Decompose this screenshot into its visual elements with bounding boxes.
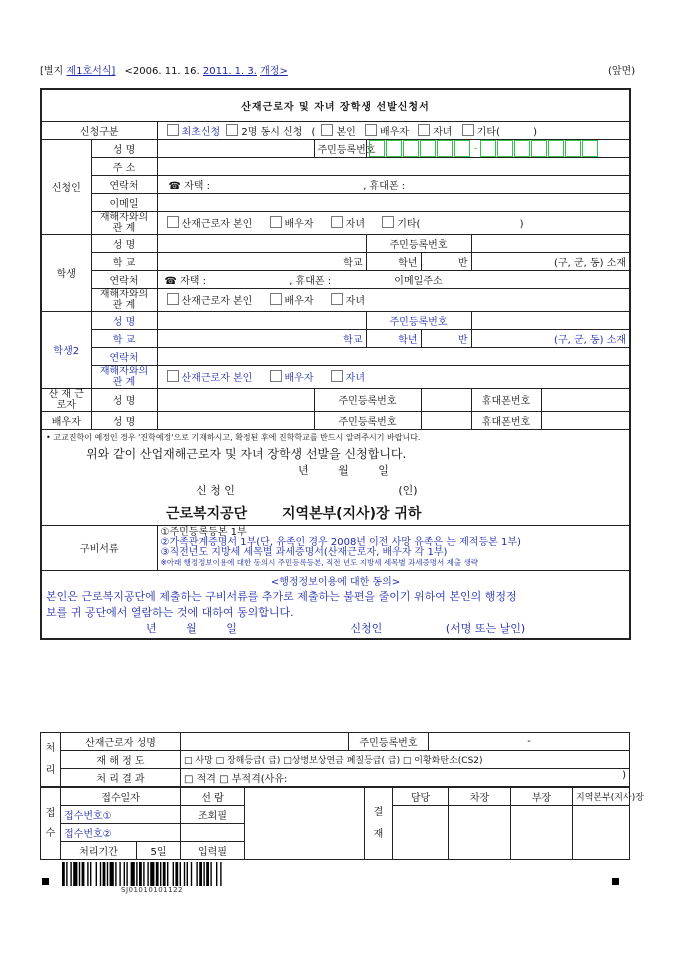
applicant-email-field[interactable] bbox=[157, 193, 630, 211]
spouse-mobile-label: 휴대폰번호 bbox=[471, 411, 541, 429]
student-rrn-label: 주민등록번호 bbox=[366, 234, 471, 252]
approval-col-staff: 담당 bbox=[393, 788, 449, 806]
student2-rel-self-checkbox[interactable] bbox=[167, 370, 179, 382]
declaration-date: 년 월 일 bbox=[298, 463, 389, 477]
student2-rel-spouse-checkbox[interactable] bbox=[270, 370, 282, 382]
student2-school-field[interactable]: 학교 bbox=[157, 329, 366, 347]
student-contact-label: 연락처 bbox=[91, 270, 157, 288]
first-application-label: 최초신청 bbox=[181, 126, 221, 138]
header-date: <2006. 11. 16. bbox=[124, 66, 200, 77]
category-options: 최초신청 2명 동시 신청 ( 본인 배우자 자녀 기타( ) bbox=[157, 121, 630, 139]
barcode-bar bbox=[107, 862, 108, 886]
barcode-bar bbox=[103, 862, 106, 886]
barcode-bar bbox=[175, 862, 178, 886]
receipt-number-1[interactable]: 접수번호① bbox=[61, 806, 181, 824]
applicant-contact-label: 연락처 bbox=[91, 175, 157, 193]
student2-grade-field[interactable]: 학년 bbox=[366, 329, 421, 347]
student2-class-field[interactable]: 반 bbox=[421, 329, 471, 347]
declaration-statement: 위와 같이 산업재해근로자 및 자녀 장학생 선발을 신청합니다. bbox=[86, 446, 407, 461]
barcode-bar bbox=[62, 862, 65, 886]
header-prefix: [별지 bbox=[40, 66, 64, 77]
declaration-signer: 신 청 인 (인) bbox=[196, 483, 418, 497]
student-rel-child-checkbox[interactable] bbox=[331, 293, 343, 305]
spouse-name-label: 성 명 bbox=[91, 411, 157, 429]
applicant-address-label: 주 소 bbox=[91, 157, 157, 175]
barcode-bar bbox=[115, 862, 116, 886]
processing-disability-options[interactable]: □ 사망 □ 장해등급( 급) □상병보상연금 폐질등급( 급) □ 이황화탄소(CS2) bbox=[181, 751, 630, 769]
approval-col-deputy: 차장 bbox=[449, 788, 511, 806]
student2-rrn-label: 주민등록번호 bbox=[366, 311, 471, 329]
receipt-side-label: 접 수 bbox=[41, 788, 61, 860]
barcode-bar bbox=[191, 862, 192, 886]
barcode-bar bbox=[184, 862, 185, 886]
student-school-label: 학 교 bbox=[91, 252, 157, 270]
barcode-text: SJ01010101122 bbox=[118, 886, 186, 894]
approval-manager-field[interactable] bbox=[511, 806, 573, 860]
student-grade-field[interactable]: 학년 bbox=[366, 252, 421, 270]
processing-rrn-label: 주민등록번호 bbox=[349, 733, 429, 751]
documents-label: 구비서류 bbox=[41, 525, 157, 570]
student2-relation-options: 산재근로자 본인 배우자 자녀 bbox=[157, 365, 630, 388]
spouse-name-field[interactable] bbox=[157, 411, 314, 429]
barcode-bar bbox=[70, 862, 71, 886]
approval-col-manager: 부장 bbox=[511, 788, 573, 806]
barcode-bar bbox=[131, 862, 135, 886]
worker-name-field[interactable] bbox=[157, 388, 314, 411]
processing-result-options[interactable]: □ 적격 □ 부적격(사유: ) bbox=[181, 769, 630, 787]
barcode-bar bbox=[110, 862, 114, 886]
barcode-bar bbox=[187, 862, 188, 886]
processing-disability-label: 재 해 정 도 bbox=[61, 751, 181, 769]
spouse-rrn-field[interactable] bbox=[421, 411, 471, 429]
applicant-relation-label: 재해자와의 관 계 bbox=[91, 211, 157, 234]
student2-name-label: 성 명 bbox=[91, 311, 157, 329]
student-name-label: 성 명 bbox=[91, 234, 157, 252]
barcode-bar bbox=[180, 862, 181, 886]
applicant-name-field[interactable] bbox=[157, 139, 314, 157]
student-contact-field[interactable]: ☎ 자택 : , 휴대폰 : 이메일주소 bbox=[157, 270, 630, 288]
barcode-bar bbox=[96, 862, 97, 886]
form-header bbox=[40, 62, 288, 77]
category-child-checkbox[interactable] bbox=[418, 124, 430, 136]
processing-worker-field[interactable] bbox=[181, 733, 349, 751]
processing-period-value: 5일 bbox=[137, 842, 181, 860]
registration-mark-right bbox=[612, 878, 619, 885]
barcode-bar bbox=[163, 862, 166, 886]
applicant-rrn-boxes[interactable]: - bbox=[366, 139, 630, 157]
barcode-bar bbox=[160, 862, 161, 886]
barcode-bar bbox=[126, 862, 127, 886]
barcode-bar bbox=[139, 862, 142, 886]
seal-mark: (인) bbox=[398, 483, 418, 497]
worker-mobile-field[interactable] bbox=[541, 388, 630, 411]
processing-rrn-field[interactable]: - bbox=[429, 733, 630, 751]
worker-section-label: 산 재 근로자 bbox=[41, 388, 91, 411]
applicant-rrn-label: 주민등록번호 bbox=[314, 139, 366, 157]
page-side-label: (앞면) bbox=[608, 66, 636, 77]
applicant-section-label: 신청인 bbox=[41, 139, 91, 234]
barcode-bar bbox=[173, 862, 174, 886]
barcode-bar bbox=[66, 862, 67, 886]
processing-side-label: 처 리 bbox=[41, 733, 61, 787]
receipt-date-label: 접수일자 bbox=[61, 788, 181, 806]
check-label: 조회필 bbox=[181, 806, 245, 824]
applicant-address-field[interactable] bbox=[157, 157, 630, 175]
category-label: 신청구분 bbox=[41, 121, 157, 139]
student2-location: (구, 군, 동) 소재 bbox=[471, 329, 630, 347]
barcode-bar bbox=[220, 862, 221, 886]
barcode-bar bbox=[136, 862, 137, 886]
barcode-bar bbox=[124, 862, 125, 886]
receipt-table bbox=[40, 787, 644, 860]
applicant-contact-field[interactable]: ☎ 자택 : , 휴대폰 : bbox=[157, 175, 630, 193]
barcode-bar bbox=[79, 862, 80, 886]
applicant-rel-other-checkbox[interactable] bbox=[382, 216, 394, 228]
worker-mobile-label: 휴대폰번호 bbox=[471, 388, 541, 411]
application-form bbox=[40, 88, 631, 640]
approval-director-field[interactable] bbox=[573, 806, 630, 860]
consent-block: <행정정보이용에 대한 동의> 본인은 근로복지공단에 제출하는 구비서류를 추가로 제출하는 불편을 줄이기 위하여 본인의 행정정 보를 귀 공단에서 열람하는 것에 대하여 동의합니다. 년 월 일 신청인 (서명 또는 날인) bbox=[41, 570, 630, 639]
processing-worker-label: 산재근로자 성명 bbox=[61, 733, 181, 751]
student-relation-label: 재해자와의 관 계 bbox=[91, 288, 157, 311]
applicant-rel-spouse-checkbox[interactable] bbox=[270, 216, 282, 228]
revised-label: 개정> bbox=[260, 66, 288, 77]
applicant-email-label: 이메일 bbox=[91, 193, 157, 211]
barcode-bar bbox=[147, 862, 148, 886]
worker-name-label: 성 명 bbox=[91, 388, 157, 411]
applicant-relation-options: 산재근로자 본인 배우자 자녀 기타( ) bbox=[157, 211, 630, 234]
recipient: 근로복지공단 지역본부(지사)장 귀하 bbox=[166, 505, 422, 522]
form-number: 제1호서식] bbox=[66, 66, 116, 77]
barcode-bar bbox=[143, 862, 144, 886]
barcode-bar bbox=[90, 862, 91, 886]
form-title: 산재근로자 및 자녀 장학생 선발신청서 bbox=[41, 89, 630, 121]
two-person-checkbox[interactable] bbox=[226, 124, 238, 136]
barcode-bar bbox=[203, 862, 204, 886]
approval-staff-field[interactable] bbox=[393, 806, 449, 860]
barcode-bar bbox=[100, 862, 101, 886]
student2-school-label: 학 교 bbox=[91, 329, 157, 347]
student-rel-spouse-checkbox[interactable] bbox=[270, 293, 282, 305]
student2-contact-label: 연락처 bbox=[91, 347, 157, 365]
category-spouse-checkbox[interactable] bbox=[365, 124, 377, 136]
category-self-checkbox[interactable] bbox=[321, 124, 333, 136]
student2-section-label: 학생2 bbox=[41, 311, 91, 388]
registration-mark-left bbox=[42, 878, 49, 885]
applicant-name-label: 성 명 bbox=[91, 139, 157, 157]
student-class-field[interactable]: 반 bbox=[421, 252, 471, 270]
barcode-bar bbox=[210, 862, 211, 886]
barcode-bar bbox=[206, 862, 209, 886]
receipt-number-2[interactable]: 접수번호② bbox=[61, 824, 181, 842]
student-section-label: 학생 bbox=[41, 234, 91, 311]
student-rel-self-checkbox[interactable] bbox=[167, 293, 179, 305]
barcode-bar bbox=[87, 862, 88, 886]
student-rrn-field[interactable] bbox=[471, 234, 630, 252]
approval-label: 결 재 bbox=[365, 788, 393, 860]
student2-relation-label: 재해자와의 관 계 bbox=[91, 365, 157, 388]
spouse-rrn-label: 주민등록번호 bbox=[314, 411, 421, 429]
student2-name-field[interactable] bbox=[157, 311, 366, 329]
student-school-field[interactable]: 학교 bbox=[157, 252, 366, 270]
barcode-bar bbox=[82, 862, 85, 886]
declaration-note: • 고교진학이 예정인 경우 '진학예정'으로 기재하시고, 확정된 후에 진학학교를 반드시 알려주시기 바랍니다. bbox=[46, 432, 421, 442]
student2-rel-child-checkbox[interactable] bbox=[331, 370, 343, 382]
consent-title: <행정정보이용에 대한 동의> bbox=[270, 576, 401, 588]
review-label: 선 람 bbox=[181, 788, 245, 806]
student-location: (구, 군, 동) 소재 bbox=[471, 252, 630, 270]
student-relation-options: 산재근로자 본인 배우자 자녀 bbox=[157, 288, 630, 311]
barcode-bar bbox=[199, 862, 202, 886]
barcode-bar bbox=[216, 862, 217, 886]
applicant-rel-self-checkbox[interactable] bbox=[167, 216, 179, 228]
barcode-bar bbox=[150, 862, 154, 886]
processing-period-label: 처리기간 bbox=[61, 842, 137, 860]
spouse-mobile-field[interactable] bbox=[541, 411, 630, 429]
documents-list: ①주민등록등본 1부 ②가족관계증명서 1부(단, 유족인 경우 2008년 이전 사망 유족은 는 제적등본 1부) ③직전년도 지방세 세목별 과세증명서(산재근로자, 배우자 각 1부) ※아래 행정정보이용에 대한 동의시 주민등록등본, 직전 년도 지방세 세목별 과세증명서 제출 생략 bbox=[157, 525, 630, 570]
worker-rrn-label: 주민등록번호 bbox=[314, 388, 421, 411]
declaration-block bbox=[41, 429, 630, 525]
spouse-section-label: 배우자 bbox=[41, 411, 91, 429]
student2-rrn-field[interactable] bbox=[471, 311, 630, 329]
student-name-field[interactable] bbox=[157, 234, 366, 252]
barcode-bar bbox=[73, 862, 77, 886]
approval-deputy-field[interactable] bbox=[449, 806, 511, 860]
student2-contact-field[interactable] bbox=[157, 347, 630, 365]
barcode-bar bbox=[167, 862, 168, 886]
barcode-bar bbox=[196, 862, 197, 886]
barcode-bar bbox=[119, 862, 120, 886]
processing-table bbox=[40, 732, 630, 787]
revised-date: 2011. 1. 3. bbox=[202, 66, 257, 77]
input-label: 입력필 bbox=[181, 842, 245, 860]
processing-result-label: 처 리 결 과 bbox=[61, 769, 181, 787]
first-application-checkbox[interactable] bbox=[167, 124, 179, 136]
applicant-rel-child-checkbox[interactable] bbox=[331, 216, 343, 228]
category-other-checkbox[interactable] bbox=[462, 124, 474, 136]
barcode-bar bbox=[156, 862, 159, 886]
worker-rrn-field[interactable] bbox=[421, 388, 471, 411]
approval-col-director: 지역본부(지사)장 bbox=[573, 788, 630, 806]
two-person-label: 2명 동시 신청 bbox=[241, 126, 303, 138]
